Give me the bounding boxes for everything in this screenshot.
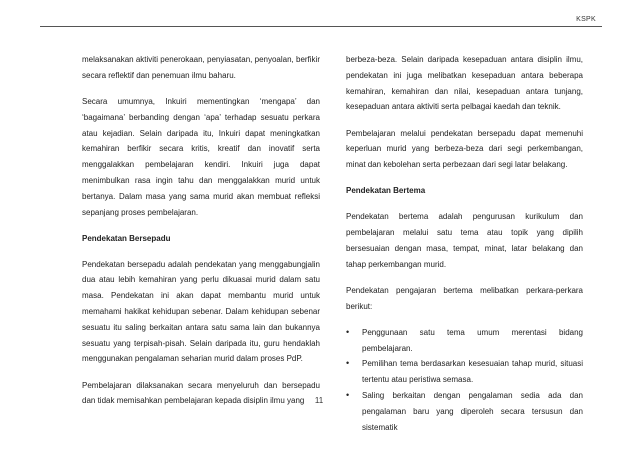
bullet-icon: •: [346, 358, 350, 369]
list-item: [346, 325, 583, 357]
right-paragraph-2: Pembelajaran melalui pendekatan bersepadu dapat memenuhi keperluan murid yang berbeza-beza dari segi perkembangan, minat dan kebolehan serta perbezaan dari segi latar belakang.: [346, 128, 583, 170]
right-column: [346, 52, 583, 435]
bullet-icon: •: [346, 326, 350, 337]
section-heading-bertema: Pendekatan Bertema: [346, 186, 426, 196]
list-item: [346, 356, 583, 388]
right-paragraph-4: Pendekatan pengajaran bertema melibatkan perkara-perkara berikut:: [346, 285, 583, 311]
header-rule: [40, 26, 602, 27]
left-paragraph-3: Pendekatan bersepadu adalah pendekatan yang menggabungjalin dua atau lebih kemahiran yang perlu dikuasai murid dalam satu masa. Pendekatan ini akan dapat membantu murid untuk memahami hakikat kehidupan sebenar. Dalam kehidupan sebenar sesuatu itu saling berkaitan antara satu sama lain dan bukannya sesuatu yang terpisah-pisah. Selain daripada itu, guru hendaklah menggunakan pengalaman seharian murid dalam proses PdP.: [82, 259, 320, 364]
left-paragraph-2: Secara umumnya, Inkuiri mementingkan ‘mengapa’ dan ‘bagaimana’ berbanding dengan ‘apa’ terhadap sesuatu perkara atau kejadian. Selain daripada itu, Inkuiri dapat meningkatkan kemahiran berfikir secara kritis, kreatif dan inovatif serta menggalakkan pembelajaran kendiri. Inkuiri juga dapat menimbulkan rasa ingin tahu dan menggalakkan murid untuk bertanya. Dalam masa yang sama murid akan membuat refleksi sepanjang proses pembelajaran.: [82, 96, 320, 217]
left-paragraph-1: melaksanakan aktiviti penerokaan, penyiasatan, penyoalan, berfikir secara reflektif dan penemuan ilmu baharu.: [82, 55, 320, 80]
bullet-icon: •: [346, 389, 350, 400]
bullet-list: [346, 325, 583, 436]
right-paragraph-3: Pendekatan bertema adalah pengurusan kurikulum dan pembelajaran melalui satu tema atau topik yang dipilih bersesuaian dengan masa, tempat, minat, latar belakang dan tahap perkembangan murid.: [346, 212, 583, 269]
header-label: KSPK: [576, 16, 596, 23]
list-item-text: Saling berkaitan dengan pengalaman sedia ada dan pengalaman baru yang diperoleh secara tersusun dan sistematik: [362, 390, 583, 432]
right-paragraph-1: berbeza-beza. Selain daripada kesepaduan antara disiplin ilmu, pendekatan ini juga melibatkan kesepaduan antara beberapa kemahiran, kemahiran dan nilai, kesepaduan antara tunjang, kesepaduan antara aktiviti serta pelbagai kaedah dan teknik.: [346, 55, 583, 112]
left-paragraph-4: Pembelajaran dilaksanakan secara menyeluruh dan bersepadu dan tidak memisahkan pembelajaran kepada disiplin ilmu yang: [82, 380, 320, 406]
list-item-text: Pemilihan tema berdasarkan kesesuaian tahap murid, situasi tertentu atau peristiwa semasa.: [362, 359, 583, 385]
list-item-text: Penggunaan satu tema umum merentasi bidang pembelajaran.: [362, 327, 583, 353]
left-column: [82, 52, 320, 420]
page-number: 11: [314, 396, 324, 405]
section-heading-bersepadu: Pendekatan Bersepadu: [82, 233, 171, 243]
list-item: [346, 388, 583, 435]
